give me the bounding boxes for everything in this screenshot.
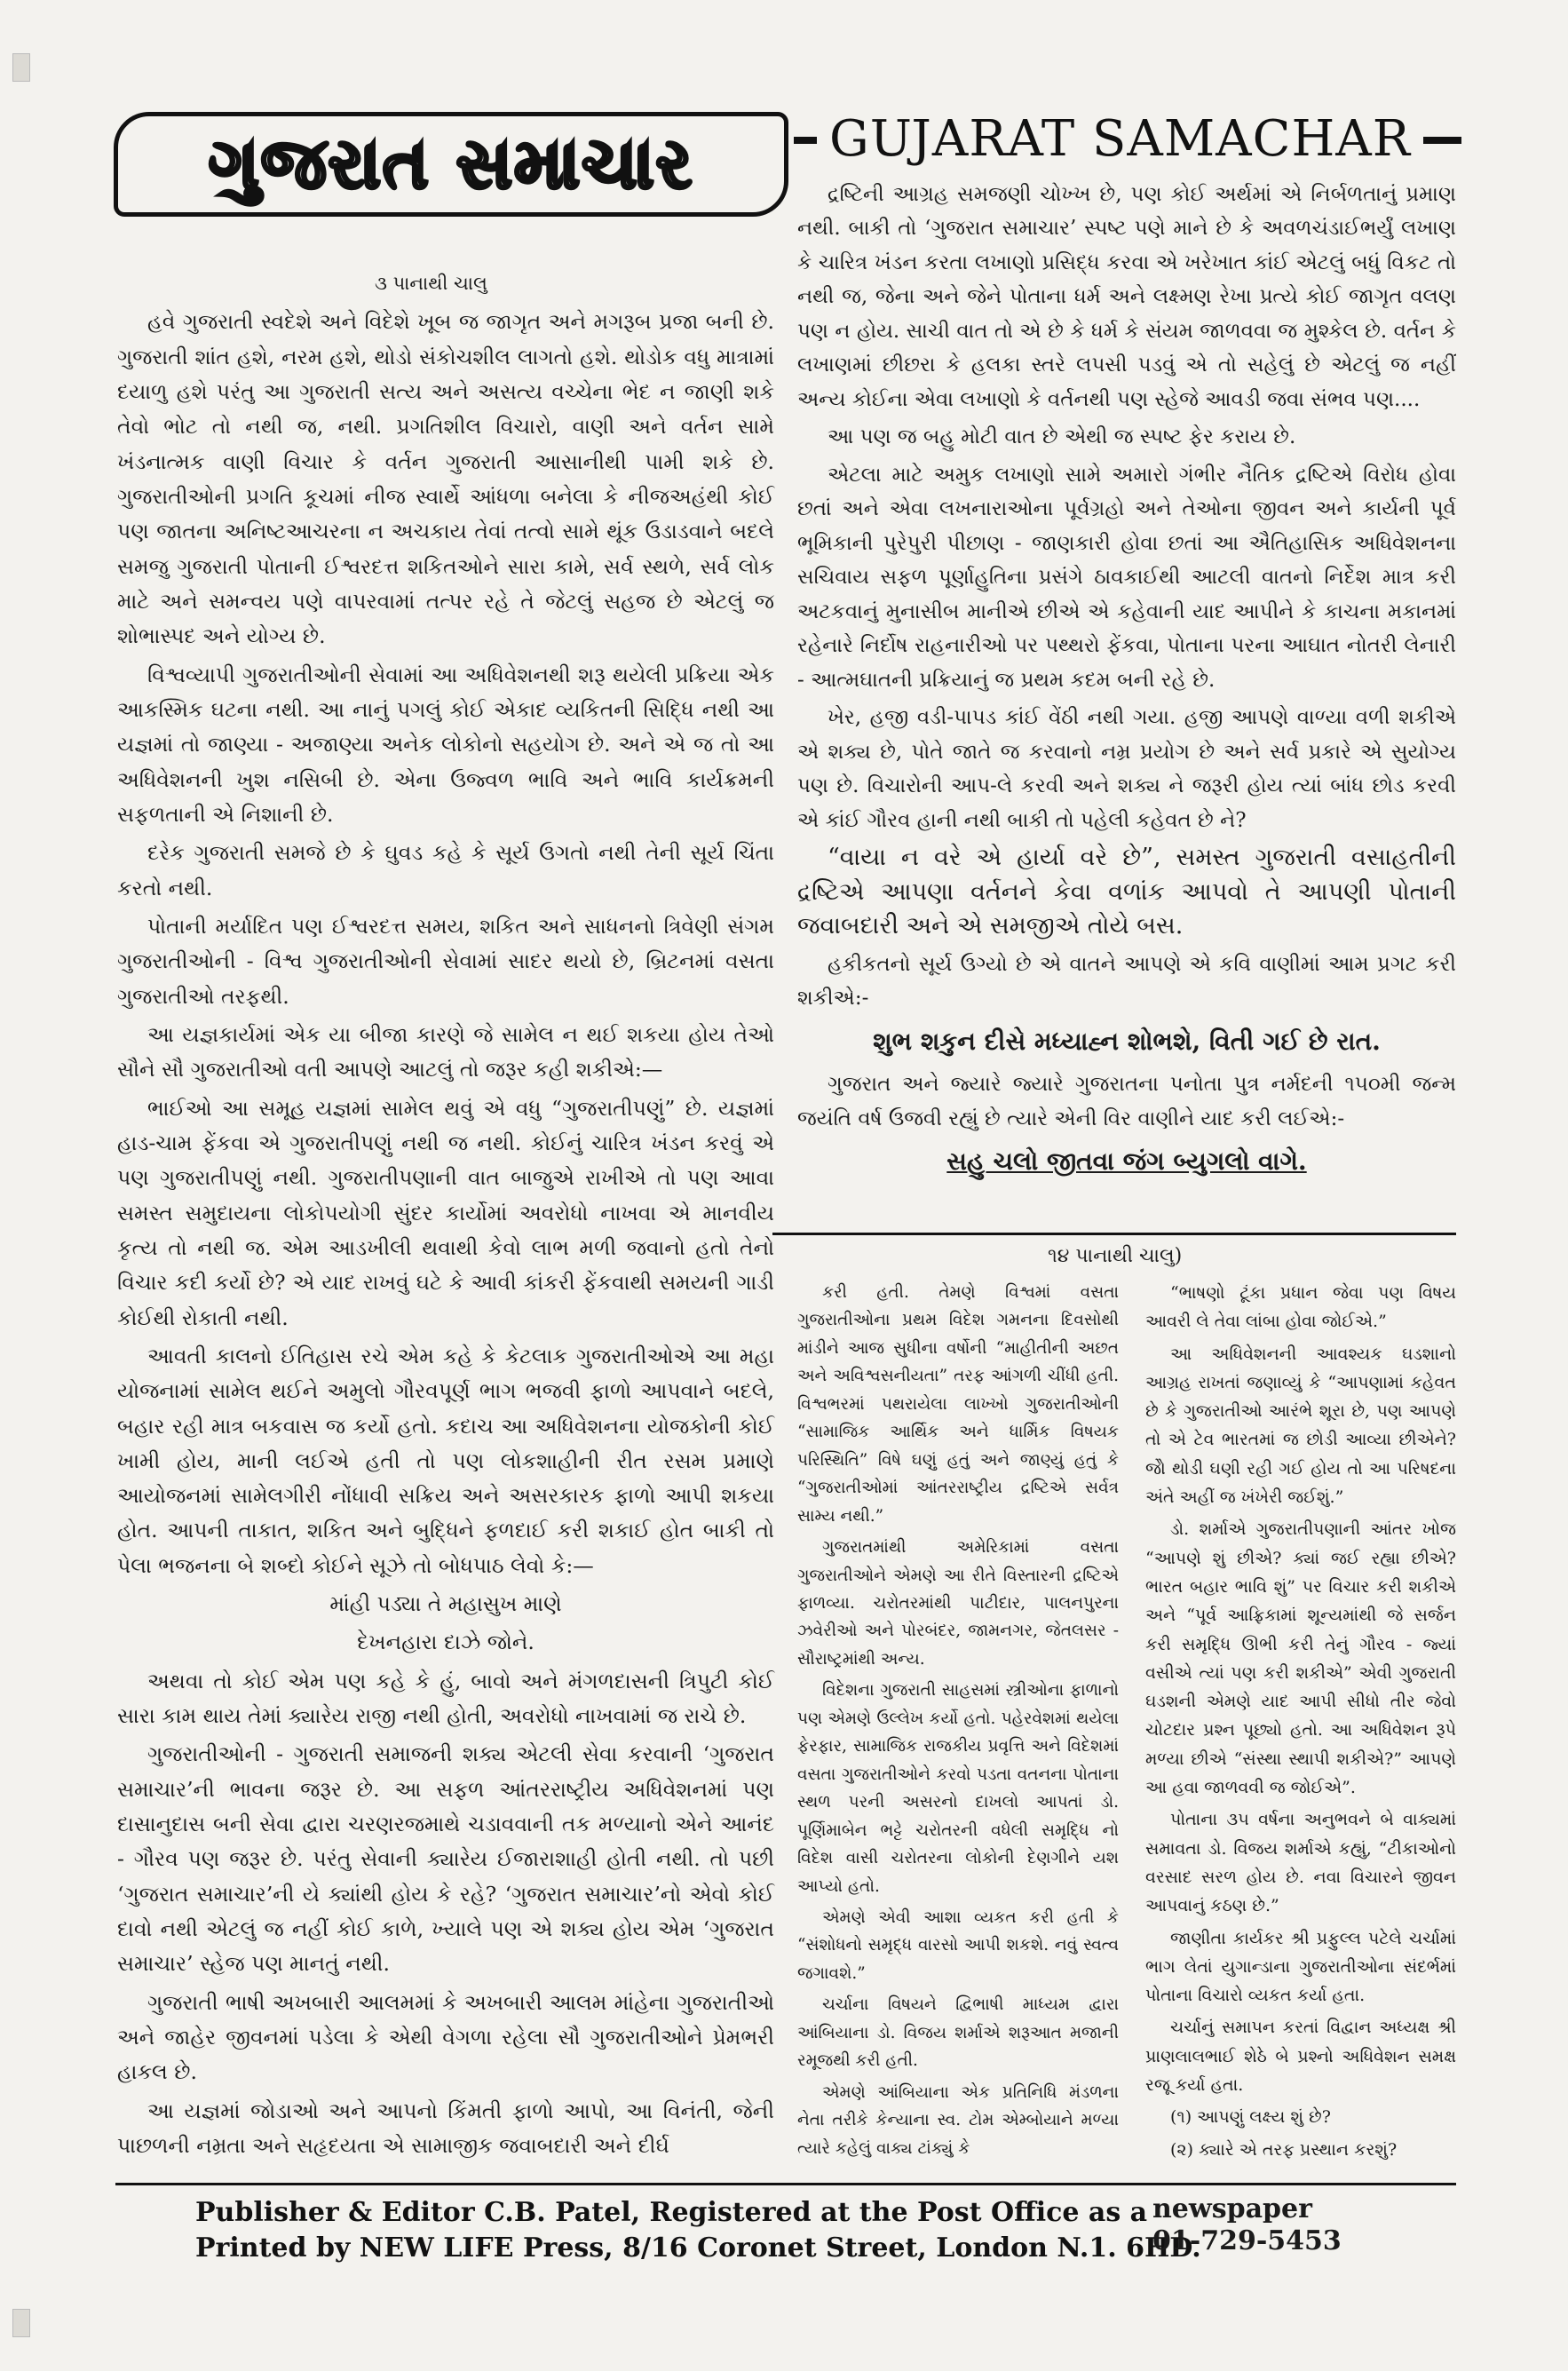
poem-line: માંહી પડ્યા તે મહાસુખ માણે [329, 1591, 562, 1617]
paragraph: આ યજ્ઞકાર્યમાં એક યા બીજા કારણે જે સામેલ ન થઈ શકયા હોય તેઓ સૌને સૌ ગુજરાતીઓ વતી આપણે આટલું તો જરૂર કહી શકીએ:— [117, 1021, 774, 1082]
continued-from-label: ૩ પાનાથી ચાલુ [375, 273, 487, 294]
right-paragraphs [797, 178, 1456, 837]
footer-newspaper-word: newspaper [1152, 2193, 1312, 2224]
left-column [117, 266, 774, 2167]
paragraph: વિશ્વવ્યાપી ગુજરાતીઓની સેવામાં આ અધિવેશનથી શરૂ થયેલી પ્રક્રિયા એક આકસ્મિક ઘટના નથી. આ નાનું પગલું કોઈ એકાદ વ્યકિતની સિદ્ધિ નથી આ યજ્ઞમાં તો જાણ્યા - અજાણ્યા અનેક લોકોનો સહયોગ છે. અને એ જ તો આ અધિવેશનની ખુશ નસિબી છે. એના ઉજ્વળ ભાવિ અને ભાવિ કાર્યક્રમની સફળતાની એ નિશાની છે. [117, 662, 774, 827]
paragraph: ગુજરાતી ભાષી અખબારી આલમમાં કે અખબારી આલમ માંહેના ગુજરાતીઓ અને જાહેર જીવનમાં પડેલા કે એથી વેગળા રહેલા સૌ ગુજરાતીઓને પ્રેમભરી હાકલ છે. [117, 1989, 774, 2085]
section-divider [772, 1233, 1456, 1235]
paragraph: પોતાના ૩૫ વર્ષના અનુભવને બે વાક્યમાં સમાવતા ડો. વિજય શર્માએ કહ્યું, “ટીકાઓનો વરસાદ સરળ હોય છે. નવા વિચારને જીવન આપવાનું કઠણ છે.” [1145, 1810, 1456, 1916]
left-paragraphs-after [117, 1664, 774, 2164]
paragraph: કરી હતી. તેમણે વિશ્વમાં વસતા ગુજરાતીઓના પ્રથમ વિદેશ ગમનના દિવસોથી માંડીને આજ સુધીના વર્ષોની “માહીતીની અછત અને અવિશ્વસનીયતા” તરફ આંગળી ચીંધી હતી. વિશ્વભરમાં પથરાયેલા લાખ્ખો ગુજરાતીઓની “સામાજિક આર્થિક અને ધાર્મિક વિષયક પરિસ્થિતિ” વિષે ઘણું હતું અને જાણ્યું હતું કે “ગુજરાતીઓમાં આંતરરાષ્ટ્રીય દ્રષ્ટિએ સર્વત્ર સામ્ય નથી.” [797, 1283, 1119, 1526]
paragraph: એમણે આંબિયાના એક પ્રતિનિધિ મંડળના નેતા તરીકે કેન્યાના સ્વ. ટોમ એમ્બોયાને મળ્યા ત્યારે કહેલું વાક્ય ટાંક્યું કે [797, 2082, 1119, 2158]
paragraph: ખેર, હજી વડી-પાપડ કાંઈ વેંઠી નથી ગયા. હજી આપણે વાળ્યા વળી શકીએ એ શક્ય છે, પોતે જાતે જ કરવાનો નમ્ર પ્રયોગ છે અને સર્વ પ્રકારે એ સુયોગ્ય પણ છે. વિચારોની આપ-લે કરવી અને શક્ય ને જરૂરી હોય ત્યાં બાંધ છોડ કરવી એ કાંઈ ગૌરવ હાની નથી બાકી તો પહેલી કહેવત છે ને? [797, 706, 1456, 832]
closing-line: સહુ ચલો જીતવા જંગ બ્યુગલો વાગે. [946, 1146, 1307, 1177]
paragraph: (૨) ક્યારે એ તરફ પ્રસ્થાન કરશું? [1170, 2139, 1398, 2160]
binding-hole [12, 53, 30, 82]
poem-line: દેખનહારા દાઝે જોને. [357, 1630, 535, 1655]
footer-rule [115, 2183, 1456, 2185]
footer-printer-line: Printed by NEW LIFE Press, 8/16 Coronet Street, London N.1. 6HD. [195, 2232, 1201, 2264]
paragraph: (૧) આપણું લક્ષ્ય શું છે? [1170, 2107, 1331, 2128]
paragraph: પોતાની મર્યાદિત પણ ઈશ્વરદત્ત સમય, શકિત અને સાધનનો ત્રિવેણી સંગમ ગુજરાતીઓની - વિશ્વ ગુજરાતીઓની સેવામાં સાદર થયો છે, બ્રિટનમાં વસતા ગુજરાતીઓ તરફથી. [117, 913, 774, 1009]
english-title-bar [794, 110, 1461, 172]
paragraph: ડો. શર્માએ ગુજરાતીપણાની આંતર ખોજ “આપણે શું છીએ? ક્યાં જઈ રહ્યા છીએ? ભારત બહાર ભાવિ શું” પર વિચાર કરી શકીએ અને “પૂર્વ આફ્રિકામાં શૂન્યમાંથી જે સર્જન કરી સમૃદ્ધિ ઊભી કરી તેનું ગૌરવ - જ્યાં વસીએ ત્યાં પણ કરી શકીએ” એવી ગુજરાતી ઘડશની એમણે યાદ આપી સીધો તીર જેવો ચોટદાર પ્રશ્ન પૂછ્યો હતો. આ અધિવેશન રૂપે મળ્યા છીએ “સંસ્થા સ્થાપી શકીએ?” આપણે આ હવા જાળવવી જ જોઈએ”. [1145, 1519, 1456, 1798]
paragraph: આ અધિવેશનની આવશ્યક ઘડશાનો આગ્રહ રાખતાં જણાવ્યું કે “આપણામાં કહેવત છે કે ગુજરાતીઓ આરંભે શૂરા છે, પણ આપણે તો એ ટેવ ભારતમાં જ છોડી આવ્યા છીએને? જેો થોડી ઘણી રહી ગઈ હોય તો આ પરિષદના અંતે અહીં જ ખંખેરી જઈશું.” [1145, 1344, 1456, 1508]
paragraph: ભાઈઓ આ સમૂહ યજ્ઞમાં સામેલ થવું એ વધુ “ગુજરાતીપણું” છે. યજ્ઞમાં હાડ-ચામ ફેંકવા એ ગુજરાતીપણું નથી જ નથી. કોઈનું ચારિત્ર ખંડન કરવું એ પણ ગુજરાતીપણું નથી. ગુજરાતીપણાની વાત બાજુએ રાખીએ તો પણ આવા સમસ્ત સમુદાયના લોકોપયોગી સુંદર કાર્યોમાં અવરોધો નાખવા એ માનવીય કૃત્ય તો નથી જ. એમ આડખીલી થવાથી કેવો લાભ મળી જવાનો હતો તેનો વિચાર કદી કર્યો છે? એ યાદ રાખવું ઘટે કે આવી કાંકરી ફેંકવાથી સમયની ગાડી કોઈથી રોકાતી નથી. [117, 1095, 774, 1330]
paragraph: અથવા તો કોઈ એમ પણ કહે કે હું, બાવો અને મંગળદાસની ત્રિપુટી કોઈ સારા કામ થાય તેમાં ક્યારેય રાજી નથી હોતી, અવરોધો નાખવામાં જ રાચે છે. [117, 1668, 774, 1729]
paragraph: જાણીતા કાર્યકર શ્રી પ્રફુલ્લ પટેલે ચર્ચામાં ભાગ લેતાં યુગાન્ડાના ગુજરાતીઓના સંદર્ભમાં પોતાના વિચારો વ્યકત કર્યા હતા. [1145, 1928, 1456, 2006]
paragraph: હકીકતનો સૂર્ય ઉગ્યો છે એ વાતને આપણે એ કવિ વાણીમાં આમ પ્રગટ કરી શકીએ:- [797, 952, 1456, 1011]
quote-paragraph: “વાયા ન વરે એ હાર્યા વરે છે”, સમસ્ત ગુજરાતી વસાહતીની દ્રષ્ટિએ આપણા વર્તનને કેવા વળાંક આપવો તે આપણી પોતાની જવાબદારી અને એ સમજીએ તોયે બસ. [797, 844, 1456, 940]
paragraph: ગુજરાત અને જ્યારે જ્યારે ગુજરાતના પનોતા પુત્ર નર્મદની ૧૫૦મી જન્મ જયંતિ વર્ષ ઉજવી રહ્યું છે ત્યારે એની વિર વાણીને યાદ કરી લઈએ:- [797, 1073, 1456, 1130]
right-column [797, 178, 1456, 1188]
paragraph: એમણે એવી આશા વ્યકત કરી હતી કે “સંશોધનો સમૃદ્ધ વારસો આપી શકશે. નવું સ્વત્વ જગાવશે.” [797, 1907, 1119, 1983]
paragraph: ગુજરાતમાંથી અમેરિકામાં વસતા ગુજરાતીઓને એમણે આ રીતે વિસ્તારની દ્રષ્ટિએ ફાળવ્યા. ચરોતરમાંથી પાટીદાર, પાલનપુરના ઝવેરીઓ અને પોરબંદર, જામનગર, જેતલસર - સૌરાષ્ટ્રમાંથી અન્ય. [797, 1538, 1119, 1669]
paragraph: હવે ગુજરાતી સ્વદેશે અને વિદેશે ખૂબ જ જાગૃત અને મગરૂબ પ્રજા બની છે. ગુજરાતી શાંત હશે, નરમ હશે, થોડો સંકોચશીલ લાગતો હશે. થોડોક વધુ માત્રામાં દયાળુ હશે પરંતુ આ ગુજરાતી સત્ય અને અસત્ય વચ્ચેના ભેદ ન જાણી શકે તેવો ભોટ તો નથી જ, નથી. પ્રગતિશીલ વિચારો, વાણી અને વર્તન સામે ખંડનાત્મક વાણી વિચાર કે વર્તન ગુજરાતી આસાનીથી પામી શકે છે. ગુજરાતીઓની પ્રગતિ કૂચમાં નીજ સ્વાર્થે આંધળા બનેલા કે નીજઅહંથી કોઈ પણ જાતના અનિષ્ટઆચરના ન અચકાય તેવાં તત્વો સામે થૂંક ઉડાડવાને બદલે સમજુ ગુજરાતી પોતાની ઈશ્વરદત્ત શકિતઓને સારા કામે, સર્વ સ્થળે, સર્વ લોક માટે અને સમન્વય પણે વાપરવામાં તત્પર રહે તે જેટલું સહજ છે એટલું જ શોભાસ્પદ અને યોગ્ય છે. [117, 309, 774, 649]
paragraph: દરેક ગુજરાતી સમજે છે કે ઘુવડ કહે કે સૂર્ય ઉગતો નથી તેની સૂર્ય ચિંતા કરતો નથી. [117, 840, 774, 900]
continued-note: ૧૪ પાનાથી ચાલુ) [1048, 1245, 1183, 1267]
bottom-column-b [1145, 1279, 1456, 2168]
right-paragraphs-3 [797, 1067, 1456, 1136]
binding-hole [12, 2309, 30, 2337]
poem-headline: શુભ શકુન દીસે મધ્યાહ્ન શોભશે, વિતી ગઈ છે રાત. [873, 1026, 1381, 1056]
bottom-column-a [797, 1279, 1119, 2166]
gujarati-logo [114, 112, 788, 217]
paragraph: ચર્ચાના વિષયને દ્વિભાષી માધ્યમ દ્વારા આંબિયાના ડો. વિજય શર્માએ શરૂઆત મજાની રમૂજથી કરી હતી. [797, 1995, 1119, 2071]
footer-phone: 01-729-5453 [1152, 2225, 1342, 2256]
paragraph: આ યજ્ઞમાં જોડાઓ અને આપનો કિંમતી ફાળો આપો, આ વિનંતી, જેની પાછળની નમ્રતા અને સહૃદયતા એ સામાજીક જવાબદારી અને દીર્ઘ [117, 2097, 774, 2159]
paragraph: આવતી કાલનો ઈતિહાસ રચે એમ કહે કે કેટલાક ગુજરાતીઓએ આ મહા યોજનામાં સામેલ થઈને અમુલો ગૌરવપૂર્ણ ભાગ ભજવી ફાળો આપવાને બદલે, બહાર રહી માત્ર બકવાસ જ કર્યો હતો. કદાચ આ અધિવેશનના યોજકોની કોઈ ખામી હોય, માની લઈએ હતી તો પણ લોકશાહીની રીત રસમ પ્રમાણે આયોજનમાં સામેલગીરી નોંધાવી સક્રિય અને અસરકારક ફાળો આપી શકયા હોત. આપની તાકાત, શકિત અને બુદ્ધિને ફળદાઈ કરી શકાઈ હોત બાકી તો પેલા ભજનના બે શબ્દો કોઈને સૂઝે તો બોધપાઠ લેવો કે:— [117, 1343, 774, 1578]
english-title: GUJARAT SAMACHAR [817, 110, 1423, 169]
gujarati-title: ગુજરાત સમાચાર [208, 123, 694, 204]
paragraph: આ પણ જ બહુ મોટી વાત છે એથી જ સ્પષ્ટ ફેર કરાય છે. [828, 425, 1296, 449]
paragraph: ગુજરાતીઓની - ગુજરાતી સમાજની શક્ય એટલી સેવા કરવાની ‘ગુજરાત સમાચાર’ની ભાવના જરૂર છે. આ સફળ આંતરરાષ્ટ્રીય અધિવેશનમાં પણ દાસાનુદાસ બની સેવા દ્વારા ચરણરજમાથે ચડાવવાની તક મળ્યાનો એને આનંદ - ગૌરવ પણ જરૂર છે. પરંતુ સેવાની ક્યારેય ઈજારાશાહી હોતી નથી. તો પછી ‘ગુજરાત સમાચાર’ની યે ક્યાંથી હોય કે રહે? ‘ગુજરાત સમાચાર’નો એવો કોઈ દાવો નથી એટલું જ નહીં કોઈ કાળે, ખ્યાલે પણ એ શક્ય હોય એમ ‘ગુજરાત સમાચાર’ સ્હેજ પણ માનતું નથી. [117, 1741, 774, 1977]
paragraph: દ્રષ્ટિની આગ્રહ સમજણી ચોખ્ખ છે, પણ કોઈ અર્થમાં એ નિર્બળતાનું પ્રમાણ નથી. બાકી તો ‘ગુજરાત સમાચાર’ સ્પષ્ટ પણે માને છે કે અવળચંડાઈભર્યું લખાણ કે ચારિત્ર ખંડન કરતા લખાણો પ્રસિદ્ધ કરવા એ ખરેખાત કાંઈ એટલું બધું વિકટ તો નથી જ, જેના અને જેને પોતાના ધર્મ અને લક્ષ્મણ રેખા પ્રત્યે કોઈ જાગૃત વલણ પણ ન હોય. સાચી વાત તો એ છે કે ધર્મ કે સંયમ જાળવવા જ મુશ્કેલ છે. વર્તન કે લખાણમાં છીછરા કે હલકા સ્તરે લપસી પડવું એ તો સહેલું છે એટલું જ નહીં અન્ય કોઈના એવા લખાણો કે વર્તનથી પણ સ્હેજે આવડી જવા સંભવ પણ.... [797, 183, 1456, 411]
paragraph: એટલા માટે અમુક લખાણો સામે અમારો ગંભીર નૈતિક દ્રષ્ટિએ વિરોધ હોવા છતાં અને એવા લખનારાઓના પૂર્વગ્રહો અને તેઓના જીવન અને કાર્યની પૂર્વ ભૂમિકાની પુરેપુરી પીછાણ - જાણકારી હોવા છતાં આ ઐતિહાસિક અધિવેશનના સચિવાય સફળ પૂર્ણાહુતિના પ્રસંગે ઠાવકાઈથી આટલી વાતનો નિર્દેશ માત્ર કરી અટકવાનું મુનાસીબ માનીએ છીએ એ કહેવાની યાદ આપીને કે કાચના મકાનમાં રહેનારે નિર્દોષ રાહનારીઓ પર પથ્થરો ફેંકવા, પોતાના પરના આઘાત નોતરી લેનારી - આત્મઘાતની પ્રક્રિયાનું જ પ્રથમ કદમ બની રહે છે. [797, 463, 1456, 692]
paragraph: “ભાષણો ટૂંકા પ્રધાન જેવા પણ વિષય આવરી લે તેવા લાંબા હોવા જોઈએ.” [1145, 1283, 1456, 1332]
paragraph: ચર્ચાનું સમાપન કરતાં વિદ્વાન અધ્યક્ષ શ્રી પ્રાણલાલભાઈ શેઠે બે પ્રશ્નો અધિવેશન સમક્ષ રજૂ કર્યા હતા. [1145, 2018, 1456, 2096]
paragraph: વિદેશના ગુજરાતી સાહસમાં સ્ત્રીઓના ફાળાનો પણ એમણે ઉલ્લેખ કર્યો હતો. પહેરવેશમાં થયેલા ફેરફાર, સામાજિક રાજકીય પ્રવૃત્તિ અને વિદેશમાં વસતા ગુજરાતીઓને કરવો પડતા વતનના પોતાના સ્થળ પરની અસરનો દાખલો આપતાં ડો. પૂર્ણિમાબેન ભટ્ટે ચરોતરની વધેલી સમૃદ્ધિ નો વિદેશ વાસી ચરોતરના લોકોની દેણગીને યશ આપ્યો હતો. [797, 1681, 1119, 1896]
footer-publisher-line: Publisher & Editor C.B. Patel, Registered at the Post Office as a [195, 2197, 1148, 2228]
poem [117, 1587, 774, 1661]
left-paragraphs [117, 305, 774, 1583]
right-paragraphs-2 [797, 948, 1456, 1016]
